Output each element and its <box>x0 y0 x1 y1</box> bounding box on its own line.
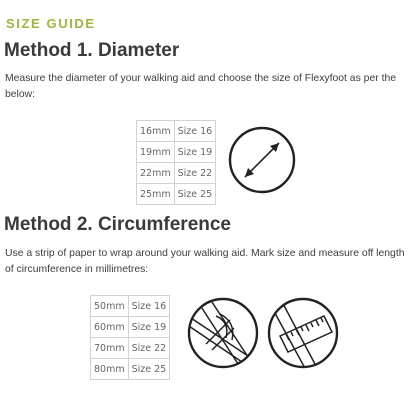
diameter-cell: 22mm <box>137 163 175 184</box>
circle-diameter-arrow-icon <box>226 124 298 196</box>
table-row <box>137 184 216 205</box>
circumference-cell: 70mm <box>91 338 129 359</box>
size-cell: Size 25 <box>128 359 170 380</box>
method2-size-table <box>90 295 170 380</box>
size-cell: Size 19 <box>174 142 216 163</box>
method2-heading: Method 2. Circumference <box>4 214 231 235</box>
method1-instructions: Measure the diameter of your walking aid and choose the size of Flexyfoot as per the below: <box>5 73 397 100</box>
size-cell: Size 19 <box>128 317 170 338</box>
circumference-cell: 60mm <box>91 317 129 338</box>
diameter-cell: 19mm <box>137 142 175 163</box>
table-row <box>137 163 216 184</box>
ruler-measure-icon <box>266 296 340 370</box>
size-cell: Size 25 <box>174 184 216 205</box>
paper-wrap-cane-icon <box>186 296 260 370</box>
size-guide-title: SIZE GUIDE <box>6 16 96 31</box>
table-row <box>91 359 170 380</box>
size-cell: Size 22 <box>128 338 170 359</box>
diameter-cell: 16mm <box>137 121 175 142</box>
circumference-cell: 80mm <box>91 359 129 380</box>
size-cell: Size 22 <box>174 163 216 184</box>
circumference-cell: 50mm <box>91 296 129 317</box>
table-row <box>91 338 170 359</box>
size-cell: Size 16 <box>174 121 216 142</box>
table-row <box>137 121 216 142</box>
method1-size-table <box>136 120 216 205</box>
method1-heading: Method 1. Diameter <box>4 40 180 61</box>
diameter-cell: 25mm <box>137 184 175 205</box>
method2-instructions: Use a strip of paper to wrap around your walking aid. Mark size and measure off length of circumference in millimetres: <box>5 248 405 275</box>
table-row <box>137 142 216 163</box>
size-cell: Size 16 <box>128 296 170 317</box>
table-row <box>91 296 170 317</box>
table-row <box>91 317 170 338</box>
